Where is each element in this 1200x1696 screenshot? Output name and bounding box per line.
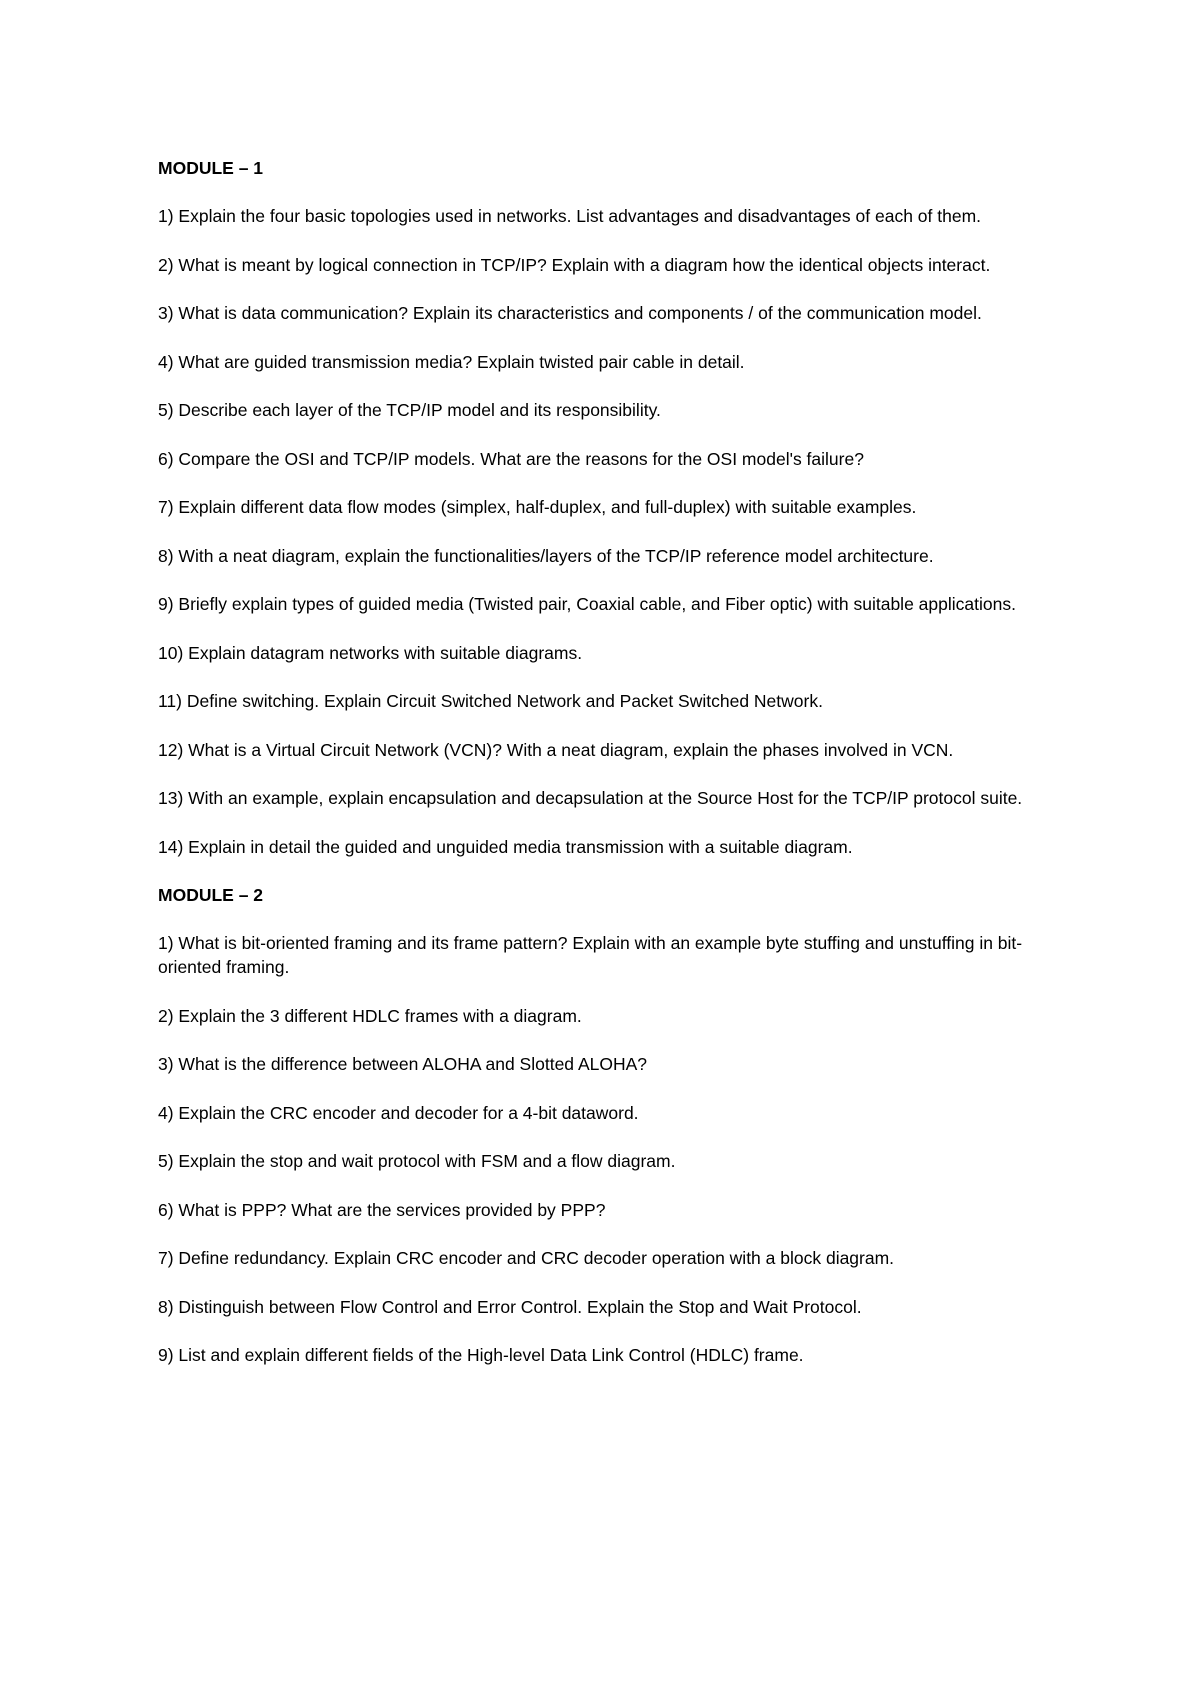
question-item: 3) What is the difference between ALOHA and Slotted ALOHA? (158, 1054, 648, 1074)
module-2-heading: MODULE – 2 (158, 885, 264, 905)
question-item: 14) Explain in detail the guided and unguided media transmission with a suitable diagram. (158, 836, 853, 857)
question-item: 2) What is meant by logical connection in TCP/IP? Explain with a diagram how the identical objects interact. (158, 254, 991, 275)
question-item: 6) What is PPP? What are the services provided by PPP? (158, 1199, 606, 1220)
module-1-section (158, 156, 1058, 859)
question-item: 1) Explain the four basic topologies used in networks. List advantages and disadvantages of each of them. (158, 206, 982, 226)
question-item: 1) What is bit-oriented framing and its frame pattern? Explain with an example byte stuffing and unstuffing in bit-oriented framing. (158, 933, 1023, 977)
question-item: 9) List and explain different fields of the High-level Data Link Control (HDLC) frame. (158, 1345, 804, 1365)
question-item: 5) Describe each layer of the TCP/IP model and its responsibility. (158, 400, 661, 420)
question-item: 13) With an example, explain encapsulation and decapsulation at the Source Host for the TCP/IP protocol suite. (158, 788, 1023, 808)
module-1-heading: MODULE – 1 (158, 158, 264, 178)
question-item: 2) Explain the 3 different HDLC frames with a diagram. (158, 1005, 582, 1026)
question-item: 10) Explain datagram networks with suitable diagrams. (158, 642, 583, 663)
question-item: 8) Distinguish between Flow Control and Error Control. Explain the Stop and Wait Protocol. (158, 1296, 862, 1317)
question-item: 7) Define redundancy. Explain CRC encoder and CRC decoder operation with a block diagram. (158, 1248, 895, 1268)
question-item: 8) With a neat diagram, explain the functionalities/layers of the TCP/IP reference model architecture. (158, 545, 934, 566)
question-item: 4) What are guided transmission media? Explain twisted pair cable in detail. (158, 351, 745, 372)
question-item: 11) Define switching. Explain Circuit Switched Network and Packet Switched Network. (158, 691, 823, 711)
question-item: 7) Explain different data flow modes (simplex, half-duplex, and full-duplex) with suitable examples. (158, 497, 917, 517)
document-page (158, 156, 1058, 1392)
question-item: 3) What is data communication? Explain its characteristics and components / of the communication model. (158, 303, 982, 323)
question-item: 12) What is a Virtual Circuit Network (VCN)? With a neat diagram, explain the phases involved in VCN. (158, 739, 954, 760)
question-item: 6) Compare the OSI and TCP/IP models. What are the reasons for the OSI model's failure? (158, 448, 864, 469)
module-2-section (158, 883, 1058, 1367)
question-item: 9) Briefly explain types of guided media (Twisted pair, Coaxial cable, and Fiber optic) with suitable applications. (158, 594, 1016, 614)
question-item: 4) Explain the CRC encoder and decoder for a 4-bit dataword. (158, 1102, 639, 1123)
question-item: 5) Explain the stop and wait protocol with FSM and a flow diagram. (158, 1151, 676, 1171)
